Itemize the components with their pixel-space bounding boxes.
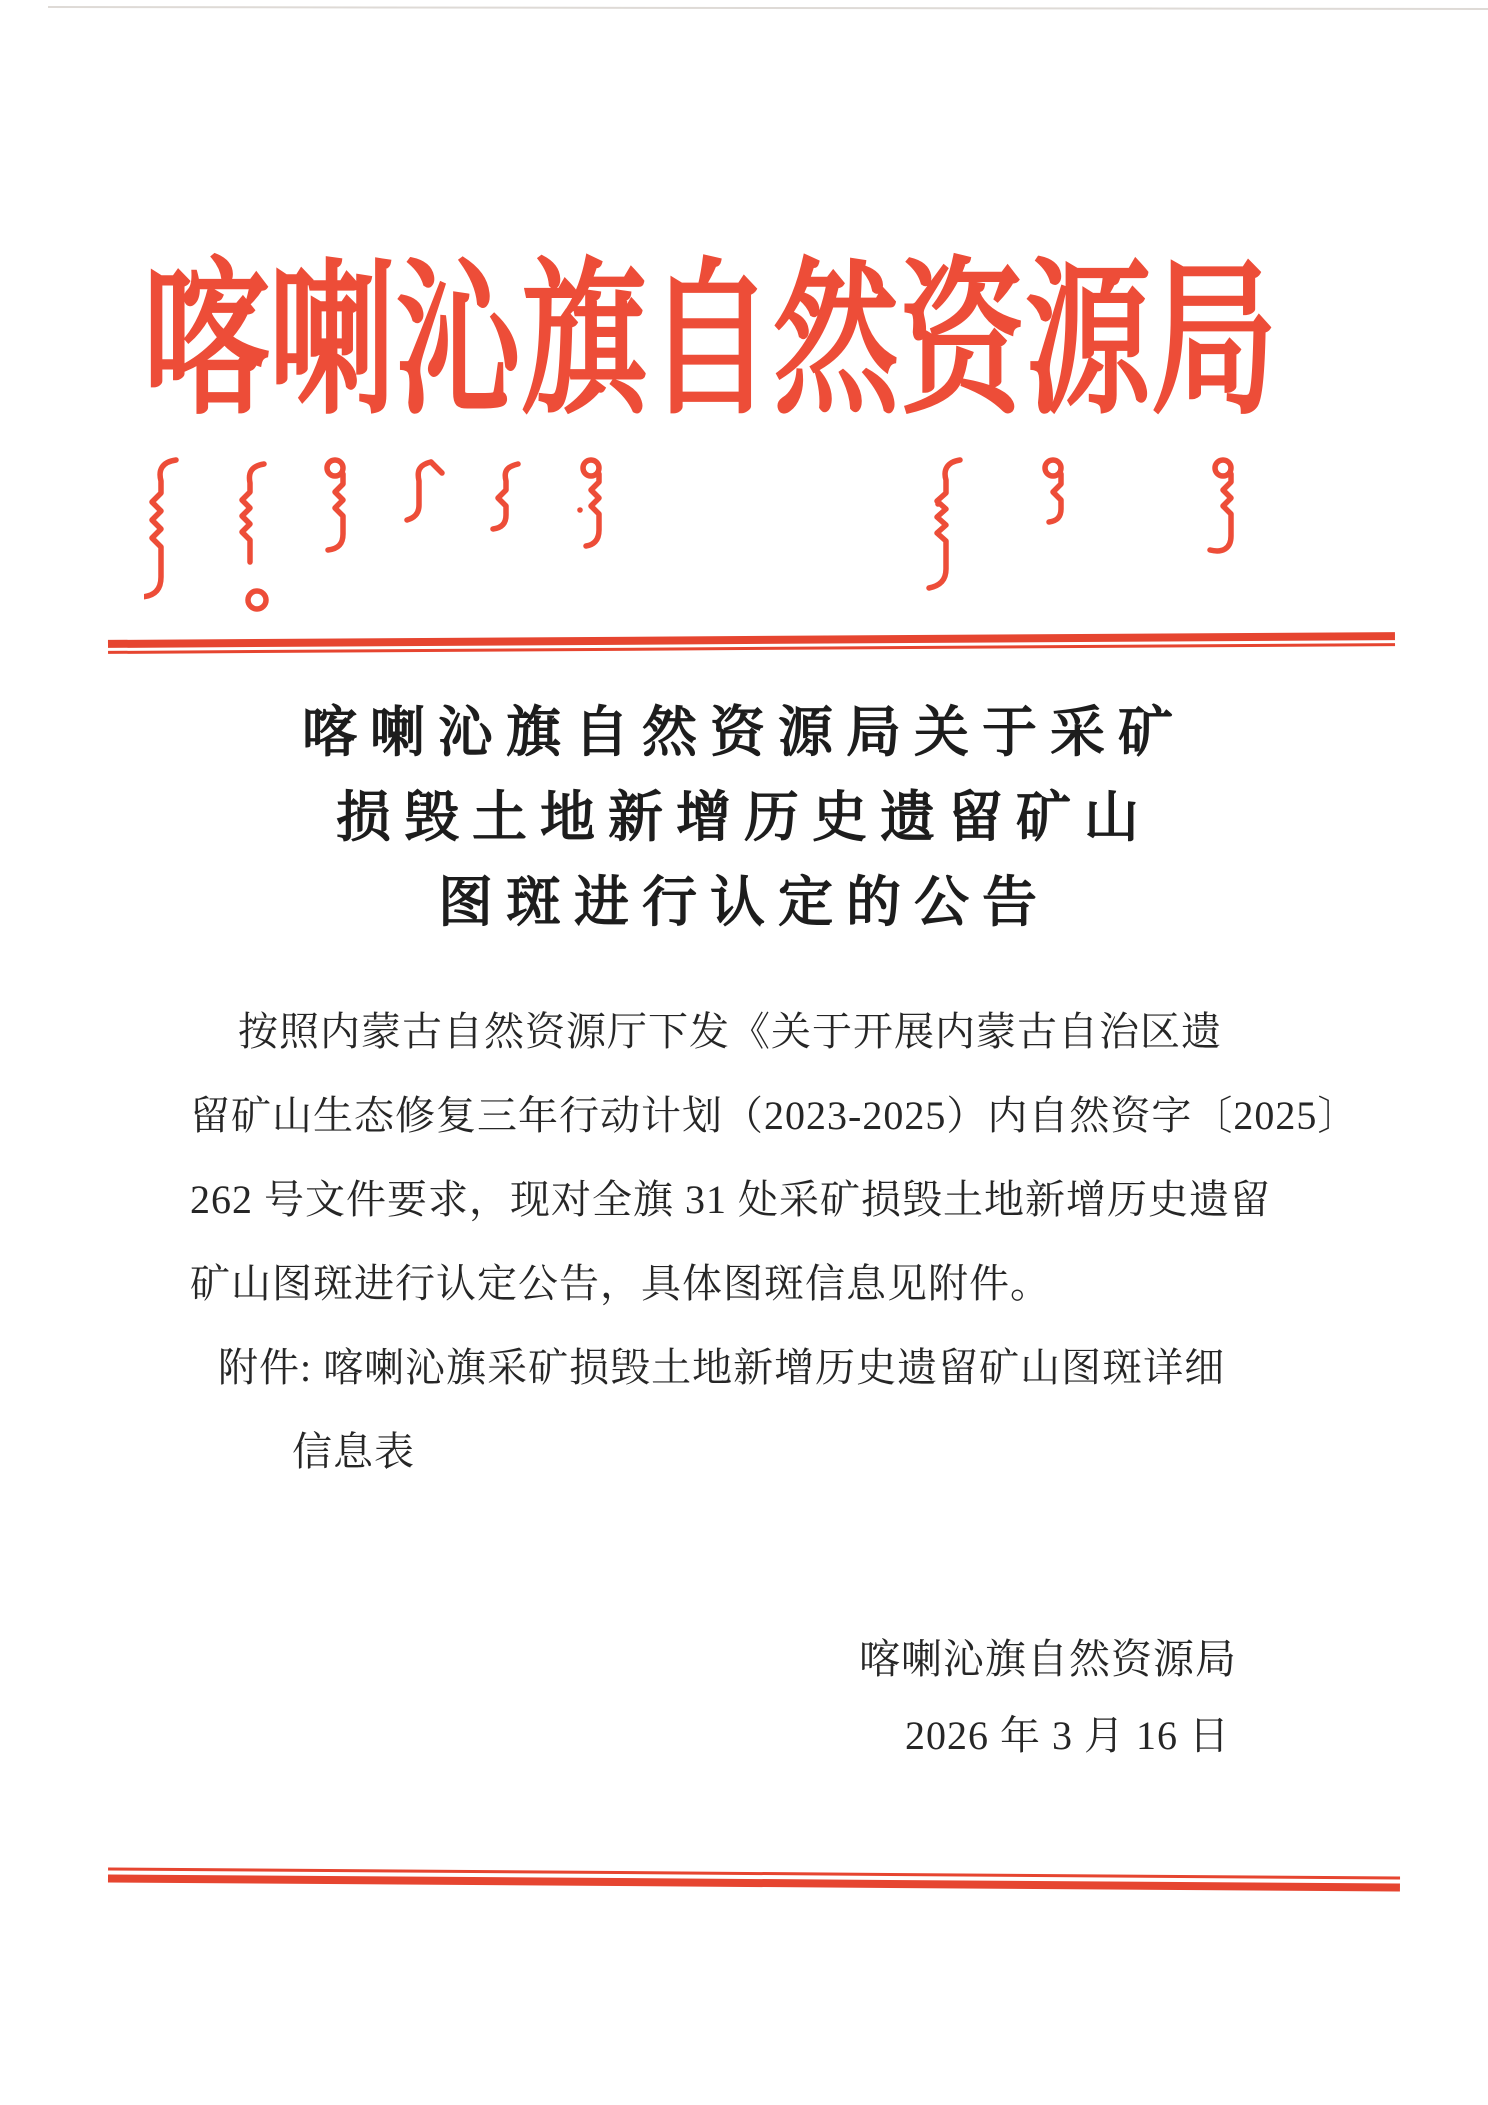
body-line: 按照内蒙古自然资源厅下发《关于开展内蒙古自治区遗 xyxy=(238,1009,1222,1054)
issue-date: 2026 年 3 月 16 日 xyxy=(905,1713,1230,1758)
header-red-rule xyxy=(108,632,1395,654)
notice-body xyxy=(190,990,1375,1494)
notice-title-line-3: 图斑进行认定的公告 xyxy=(437,872,1050,933)
mongolian-script xyxy=(144,452,1344,627)
attachment-line-2: 信息表 xyxy=(292,1429,415,1474)
footer-red-rule xyxy=(108,1867,1400,1891)
agency-masthead-title: 喀喇沁旗自然资源局 xyxy=(143,249,1278,435)
notice-title xyxy=(0,690,1488,945)
body-line: 262 号文件要求，现对全旗 31 处采矿损毁土地新增历史遗留 xyxy=(190,1177,1271,1222)
attachment-line: 附件: 喀喇沁旗采矿损毁土地新增历史遗留矿山图斑详细 xyxy=(218,1345,1226,1390)
scan-artifact-line xyxy=(48,6,1488,10)
notice-title-line-2: 损毁土地新增历史遗留矿山 xyxy=(335,787,1152,848)
body-line: 留矿山生态修复三年行动计划（2023-2025）内自然资字〔2025〕 xyxy=(190,1093,1359,1138)
issuing-agency-signature: 喀喇沁旗自然资源局 xyxy=(859,1636,1237,1682)
body-line: 矿山图斑进行认定公告，具体图斑信息见附件。 xyxy=(190,1261,1051,1306)
notice-title-line-1: 喀喇沁旗自然资源局关于采矿 xyxy=(301,702,1186,763)
